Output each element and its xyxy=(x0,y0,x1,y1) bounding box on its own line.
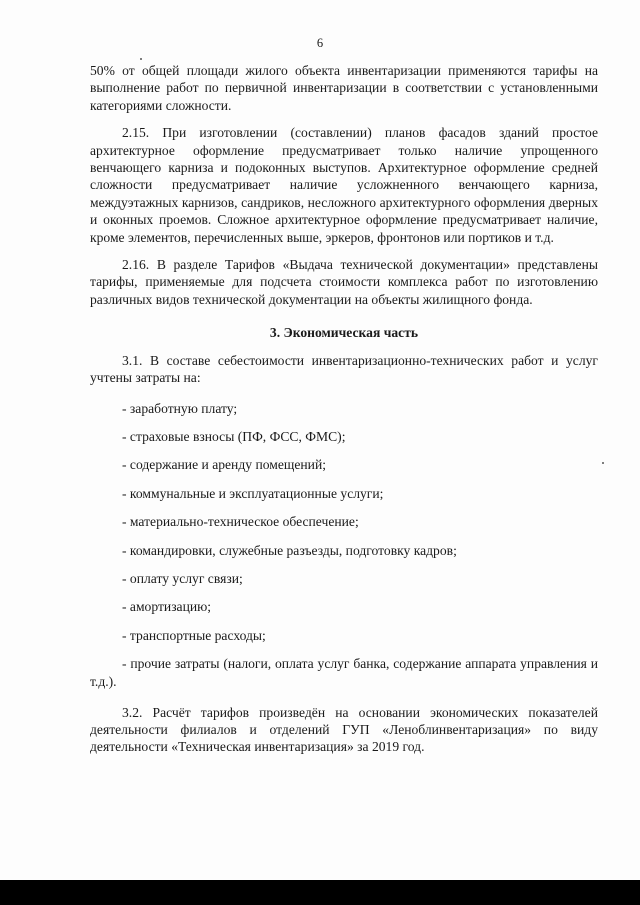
list-item: - содержание и аренду помещений; xyxy=(122,457,326,473)
list-item: - материально-техническое обеспечение; xyxy=(122,514,359,530)
list-item: - страховые взносы (ПФ, ФСС, ФМС); xyxy=(122,428,346,444)
list-item: - коммунальные и эксплуатационные услуги; xyxy=(122,485,384,501)
cost-items-list xyxy=(90,400,598,645)
scan-bottom-edge xyxy=(0,880,640,905)
section-heading: 3. Экономическая часть xyxy=(269,325,419,341)
scan-speck xyxy=(602,462,604,464)
scan-speck xyxy=(140,58,142,60)
paragraph-3-2: 3.2. Расчёт тарифов произведён на основании экономических показателей деятельности филиалов и отделений ГУП «Леноблинвентаризация» по виду деятельности «Техническая инвентаризация» за 2019 год. xyxy=(90,704,598,755)
list-item: - амортизацию; xyxy=(122,599,212,615)
list-item: - командировки, служебные разъезды, подготовку кадров; xyxy=(122,542,457,558)
page-number: 6 xyxy=(316,36,324,50)
paragraph-2-16: 2.16. В разделе Тарифов «Выдача технической документации» представлены тарифы, применяемые для подсчета стоимости комплекса работ по изготовлению различных видов технической документации на объекты жилищного фонда. xyxy=(90,257,598,307)
page-body xyxy=(90,62,598,756)
list-item: - транспортные расходы; xyxy=(122,627,266,643)
paragraph-intro: 50% от общей площади жилого объекта инвентаризации применяются тарифы на выполнение работ по первичной инвентаризации в соответствии с установленными категориями сложности. xyxy=(90,63,598,113)
paragraph-3-1: 3.1. В составе себестоимости инвентаризационно-технических работ и услуг учтены затраты на: xyxy=(90,352,598,386)
list-item: - заработную плату; xyxy=(122,400,238,416)
list-item-other-costs: - прочие затраты (налоги, оплата услуг банка, содержание аппарата управления и т.д.). xyxy=(90,656,598,689)
paragraph-2-15: 2.15. При изготовлении (составлении) планов фасадов зданий простое архитектурное оформление предусматривает только наличие упрощенного венчающего карниза и подоконных выступов. Архитектурное оформление средней сложности предусматривает наличие усложненного венчающего карниза, междуэтажных карнизов, сандриков, несложного архитектурного оформления дверных и оконных проемов. Сложное архитектурное оформление предусматривает наличие, кроме элементов, перечисленных выше, эркеров, фронтонов или портиков и т.д. xyxy=(90,125,598,245)
list-item: - оплату услуг связи; xyxy=(122,570,243,586)
